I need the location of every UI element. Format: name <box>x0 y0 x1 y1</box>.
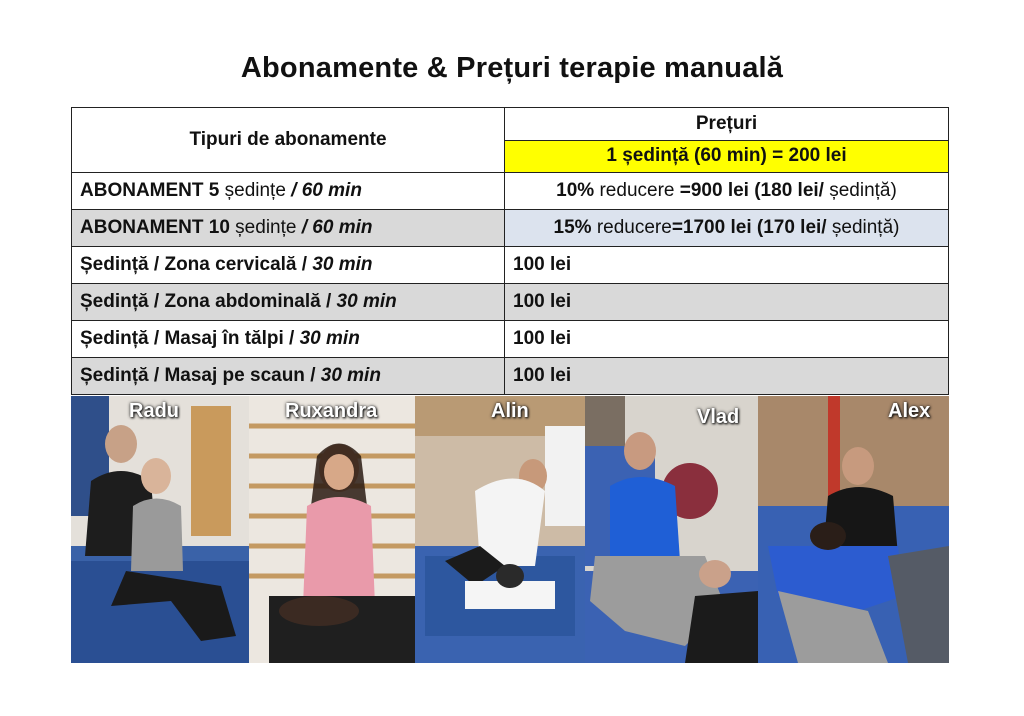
header-single-session-price: 1 ședință (60 min) = 200 lei <box>505 140 949 173</box>
therapist-photo-image <box>585 396 758 663</box>
table-row <box>72 173 949 210</box>
therapist-photo <box>585 396 758 663</box>
therapist-name: Alex <box>888 400 931 422</box>
therapist-photo <box>758 396 949 663</box>
header-subscription-types: Tipuri de abonamente <box>72 108 505 173</box>
row-label: Ședință / Masaj pe scaun / 30 min <box>72 358 505 395</box>
therapist-photo-image <box>415 396 585 663</box>
row-label: ABONAMENT 10 ședințe / 60 min <box>72 210 505 247</box>
therapist-photo-image <box>71 396 249 663</box>
therapist-photo <box>415 396 585 663</box>
page-title: Abonamente & Prețuri terapie manuală <box>240 52 784 84</box>
table-row <box>72 358 949 395</box>
table-row <box>72 321 949 358</box>
price-table <box>71 107 949 395</box>
table-row <box>72 210 949 247</box>
therapist-photo-strip <box>71 396 949 663</box>
row-price: 15% reducere=1700 lei (170 lei/ ședință) <box>505 210 949 247</box>
therapist-name: Ruxandra <box>285 400 378 422</box>
therapist-name: Alin <box>491 400 529 422</box>
row-price: 100 lei <box>505 358 949 395</box>
row-price: 100 lei <box>505 321 949 358</box>
therapist-name: Vlad <box>697 406 740 428</box>
row-label: Ședință / Masaj în tălpi / 30 min <box>72 321 505 358</box>
table-row <box>72 284 949 321</box>
therapist-photo-image <box>249 396 415 663</box>
therapist-photo-image <box>758 396 949 663</box>
row-price: 10% reducere =900 lei (180 lei/ ședință) <box>505 173 949 210</box>
therapist-photo <box>249 396 415 663</box>
row-price: 100 lei <box>505 247 949 284</box>
row-label: Ședință / Zona abdominală / 30 min <box>72 284 505 321</box>
therapist-photo <box>71 396 249 663</box>
therapist-name: Radu <box>129 400 179 422</box>
table-row <box>72 247 949 284</box>
row-label: ABONAMENT 5 ședințe / 60 min <box>72 173 505 210</box>
row-label: Ședință / Zona cervicală / 30 min <box>72 247 505 284</box>
header-prices: Prețuri <box>505 108 949 141</box>
row-price: 100 lei <box>505 284 949 321</box>
